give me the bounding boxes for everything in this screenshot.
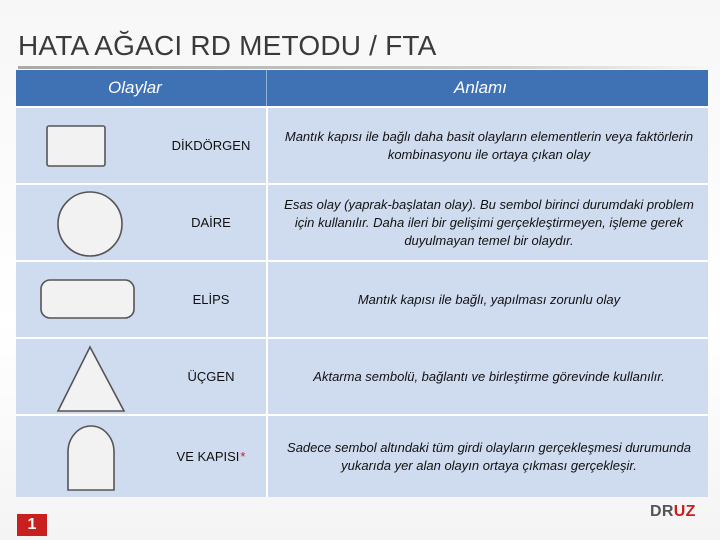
rectangle-symbol-icon [36,108,146,183]
symbol-description: Mantık kapısı ile bağlı daha basit olayların elementlerin veya faktörlerin kombinasyonu ile ortaya çıkan olay [284,128,694,162]
page-number-badge: 1 [17,514,47,536]
symbol-name: ÜÇGEN [187,369,235,384]
symbol-description: Aktarma sembolü, bağlantı ve birleştirme görevinde kullanılır. [313,368,665,384]
ellipse-symbol-icon [36,262,146,337]
column-divider [266,185,268,260]
footnote-asterisk: * [240,449,246,464]
column-divider [266,262,268,337]
table-header [16,70,708,106]
triangle-symbol-icon [36,339,146,414]
header-meaning: Anlamı [454,78,507,97]
table-row [16,260,708,337]
title-underline [18,66,718,69]
column-divider [266,339,268,414]
table-row [16,106,708,183]
logo-part-1: DR [650,503,674,520]
symbols-table [16,70,708,497]
table-row [16,183,708,260]
table-row [16,337,708,414]
logo [650,503,696,521]
table-row [16,414,708,497]
logo-part-2: UZ [673,503,696,520]
column-divider [266,416,268,497]
symbol-description: Sadece sembol altındaki tüm girdi olayların gerçekleşmesi durumunda yukarıda yer alan olayın ortaya çıkması gerçekleşir. [287,439,691,473]
slide-title: HATA AĞACI RD METODU / FTA [18,30,437,61]
symbol-name: ELİPS [192,292,230,307]
symbol-name: DAİRE [191,215,231,230]
column-divider [266,108,268,183]
header-events: Olaylar [108,78,162,97]
symbol-description: Mantık kapısı ile bağlı, yapılması zorunlu olay [357,291,621,307]
and-gate-symbol-icon [36,416,146,496]
circle-symbol-icon [36,185,146,260]
symbol-name: DİKDÖRGEN [171,138,251,153]
symbol-description: Esas olay (yaprak-başlatan olay). Bu sembol birinci durumdaki problem için kullanılır. Daha ileri bir gelişimi gerçekleştirmeyen, işleme gerek duyulmayan temel bir olaydır. [284,196,694,248]
symbol-name: VE KAPISI * [176,449,246,464]
